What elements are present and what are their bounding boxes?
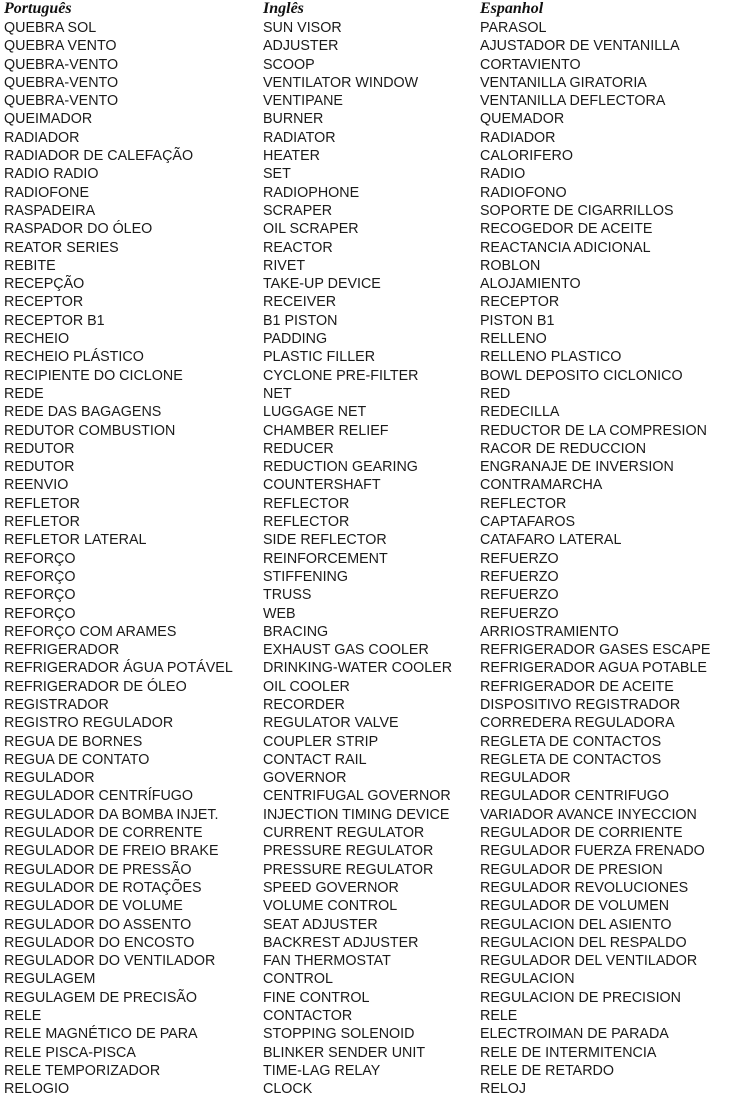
glossary-row xyxy=(0,586,737,604)
term-portuguese: REGULADOR DE PRESSÃO xyxy=(4,861,192,878)
glossary-row xyxy=(0,641,737,659)
term-portuguese: REDE xyxy=(4,385,44,402)
term-portuguese: RELE xyxy=(4,1008,42,1025)
term-spanish: BOWL DEPOSITO CICLONICO xyxy=(480,367,683,384)
term-portuguese: RADIADOR DE CALEFAÇÃO xyxy=(4,148,194,165)
glossary-row xyxy=(0,934,737,952)
glossary-row xyxy=(0,37,737,55)
term-spanish: AJUSTADOR DE VENTANILLA xyxy=(480,38,680,55)
term-english: CONTROL xyxy=(263,971,333,988)
glossary-row xyxy=(0,916,737,934)
term-spanish: VENTANILLA GIRATORIA xyxy=(480,74,647,91)
term-portuguese: REFLETOR xyxy=(4,514,81,531)
term-english: BRACING xyxy=(263,623,329,640)
term-english: EXHAUST GAS COOLER xyxy=(263,642,429,659)
term-english: ADJUSTER xyxy=(263,38,339,55)
glossary-row xyxy=(0,476,737,494)
term-spanish: SOPORTE DE CIGARRILLOS xyxy=(480,202,674,219)
glossary-row xyxy=(0,1044,737,1062)
term-english: LUGGAGE NET xyxy=(263,404,367,421)
glossary-row xyxy=(0,897,737,915)
term-english: WEB xyxy=(263,605,296,622)
header-portuguese: Português xyxy=(4,0,72,17)
glossary-row xyxy=(0,824,737,842)
glossary-row xyxy=(0,861,737,879)
term-english: CHAMBER RELIEF xyxy=(263,422,389,439)
term-spanish: REGLETA DE CONTACTOS xyxy=(480,751,662,768)
term-spanish: REGULADOR DE VOLUMEN xyxy=(480,898,670,915)
glossary-row xyxy=(0,92,737,110)
term-spanish: REFUERZO xyxy=(480,587,559,604)
term-english: CONTACTOR xyxy=(263,1008,353,1025)
term-portuguese: REGULADOR DO VENTILADOR xyxy=(4,953,216,970)
term-spanish: REACTANCIA ADICIONAL xyxy=(480,239,651,256)
glossary-row xyxy=(0,1080,737,1098)
term-spanish: CORTAVIENTO xyxy=(480,56,581,73)
glossary-row xyxy=(0,1007,737,1025)
term-spanish: REFUERZO xyxy=(480,550,559,567)
term-spanish: RADIADOR xyxy=(480,129,556,146)
term-portuguese: REFORÇO xyxy=(4,550,76,567)
glossary-row xyxy=(0,989,737,1007)
term-english: CONTACT RAIL xyxy=(263,751,367,768)
term-portuguese: QUEBRA VENTO xyxy=(4,38,117,55)
glossary-row xyxy=(0,952,737,970)
term-portuguese: REENVIO xyxy=(4,477,69,494)
term-english: SUN VISOR xyxy=(263,20,342,36)
glossary-row xyxy=(0,458,737,476)
glossary-row xyxy=(0,330,737,348)
term-spanish: REGLETA DE CONTACTOS xyxy=(480,733,662,750)
term-english: TIME-LAG RELAY xyxy=(263,1062,381,1079)
glossary-row xyxy=(0,56,737,74)
glossary-row xyxy=(0,422,737,440)
term-portuguese: REGUA DE CONTATO xyxy=(4,751,150,768)
glossary-row xyxy=(0,348,737,366)
term-english: RADIATOR xyxy=(263,129,336,146)
term-english: NET xyxy=(263,385,292,402)
glossary-row xyxy=(0,787,737,805)
term-spanish: REGULACION DEL RESPALDO xyxy=(480,934,687,951)
term-spanish: DISPOSITIVO REGISTRADOR xyxy=(480,696,681,713)
term-english: PRESSURE REGULATOR xyxy=(263,861,434,878)
term-spanish: CORREDERA REGULADORA xyxy=(480,715,675,732)
term-portuguese: REGULADOR DE ROTAÇÕES xyxy=(4,879,202,896)
term-portuguese: REGULAGEM DE PRECISÃO xyxy=(4,989,198,1006)
glossary-row xyxy=(0,513,737,531)
term-portuguese: QUEBRA SOL xyxy=(4,20,97,36)
term-spanish: ELECTROIMAN DE PARADA xyxy=(480,1026,669,1043)
term-portuguese: RASPADEIRA xyxy=(4,202,96,219)
term-spanish: ENGRANAJE DE INVERSION xyxy=(480,459,674,476)
term-spanish: PARASOL xyxy=(480,20,547,36)
term-spanish: REDUCTOR DE LA COMPRESION xyxy=(480,422,707,439)
header-english: Inglês xyxy=(263,0,304,17)
term-spanish: REFUERZO xyxy=(480,568,559,585)
term-portuguese: RADIADOR xyxy=(4,129,80,146)
term-portuguese: REFLETOR LATERAL xyxy=(4,532,147,549)
term-portuguese: REGULADOR DE FREIO BRAKE xyxy=(4,843,219,860)
term-spanish: REGULADOR REVOLUCIONES xyxy=(480,879,689,896)
term-english: REGULATOR VALVE xyxy=(263,715,399,732)
glossary-row xyxy=(0,147,737,165)
term-portuguese: RELE TEMPORIZADOR xyxy=(4,1062,161,1079)
term-english: REDUCTION GEARING xyxy=(263,459,418,476)
term-spanish: REFRIGERADOR GASES ESCAPE xyxy=(480,642,711,659)
term-english: REINFORCEMENT xyxy=(263,550,388,567)
term-spanish: ROBLON xyxy=(480,257,541,274)
term-english: CENTRIFUGAL GOVERNOR xyxy=(263,788,451,805)
term-english: FAN THERMOSTAT xyxy=(263,953,391,970)
glossary-row xyxy=(0,714,737,732)
glossary-row xyxy=(0,239,737,257)
term-english: RECEIVER xyxy=(263,294,337,311)
term-portuguese: REFORÇO xyxy=(4,605,76,622)
term-english: RIVET xyxy=(263,257,306,274)
glossary-row xyxy=(0,970,737,988)
term-english: HEATER xyxy=(263,148,320,165)
glossary-row xyxy=(0,385,737,403)
term-spanish: RACOR DE REDUCCION xyxy=(480,440,647,457)
term-english: REACTOR xyxy=(263,239,333,256)
term-portuguese: REGULADOR DA BOMBA INJET. xyxy=(4,806,219,823)
glossary-row xyxy=(0,367,737,385)
glossary-row xyxy=(0,440,737,458)
term-spanish: ALOJAMIENTO xyxy=(480,276,581,293)
term-english: COUPLER STRIP xyxy=(263,733,379,750)
term-portuguese: QUEBRA-VENTO xyxy=(4,74,119,91)
glossary-row xyxy=(0,605,737,623)
header-spanish: Espanhol xyxy=(480,0,544,17)
term-portuguese: REFRIGERADOR DE ÓLEO xyxy=(4,678,187,695)
term-english: OIL SCRAPER xyxy=(263,221,359,238)
term-spanish: REGULACION DE PRECISION xyxy=(480,989,681,1006)
term-english: GOVERNOR xyxy=(263,770,347,787)
term-spanish: CONTRAMARCHA xyxy=(480,477,603,494)
term-portuguese: REFORÇO COM ARAMES xyxy=(4,623,177,640)
term-portuguese: REBITE xyxy=(4,257,56,274)
glossary-row xyxy=(0,74,737,92)
glossary-row xyxy=(0,696,737,714)
term-spanish: PISTON B1 xyxy=(480,312,555,329)
glossary-row xyxy=(0,733,737,751)
glossary-row xyxy=(0,751,737,769)
term-spanish: RELE DE RETARDO xyxy=(480,1062,614,1079)
term-english: PRESSURE REGULATOR xyxy=(263,843,434,860)
term-spanish: REFUERZO xyxy=(480,605,559,622)
term-english: COUNTERSHAFT xyxy=(263,477,381,494)
term-spanish: REGULADOR DEL VENTILADOR xyxy=(480,953,698,970)
term-english: SEAT ADJUSTER xyxy=(263,916,378,933)
term-spanish: REGULACION DEL ASIENTO xyxy=(480,916,672,933)
term-spanish: RECOGEDOR DE ACEITE xyxy=(480,221,653,238)
term-portuguese: RECIPIENTE DO CICLONE xyxy=(4,367,183,384)
term-spanish: VENTANILLA DEFLECTORA xyxy=(480,93,666,110)
term-portuguese: QUEBRA-VENTO xyxy=(4,93,119,110)
term-portuguese: REDUTOR xyxy=(4,440,75,457)
term-english: VENTIPANE xyxy=(263,93,343,110)
glossary-row xyxy=(0,531,737,549)
term-spanish: REGULADOR DE CORRIENTE xyxy=(480,825,683,842)
term-portuguese: REDUTOR COMBUSTION xyxy=(4,422,176,439)
term-english: CLOCK xyxy=(263,1081,313,1098)
term-spanish: ARRIOSTRAMIENTO xyxy=(480,623,619,640)
term-english: PLASTIC FILLER xyxy=(263,349,376,366)
term-spanish: RELE DE INTERMITENCIA xyxy=(480,1044,657,1061)
glossary-row xyxy=(0,879,737,897)
term-portuguese: QUEBRA-VENTO xyxy=(4,56,119,73)
term-spanish: REGULADOR xyxy=(480,770,571,787)
term-english: CURRENT REGULATOR xyxy=(263,825,425,842)
term-spanish: REFRIGERADOR AGUA POTABLE xyxy=(480,660,707,677)
term-english: REFLECTOR xyxy=(263,495,350,512)
glossary-row xyxy=(0,1025,737,1043)
term-english: REFLECTOR xyxy=(263,514,350,531)
glossary-row xyxy=(0,220,737,238)
term-portuguese: REGISTRADOR xyxy=(4,696,109,713)
term-spanish: RADIO xyxy=(480,166,526,183)
glossary-row xyxy=(0,678,737,696)
glossary-row xyxy=(0,312,737,330)
term-english: SET xyxy=(263,166,291,183)
term-portuguese: REGULADOR CENTRÍFUGO xyxy=(4,788,194,805)
term-spanish: REGULADOR FUERZA FRENADO xyxy=(480,843,705,860)
term-portuguese: REFLETOR xyxy=(4,495,81,512)
term-english: CYCLONE PRE-FILTER xyxy=(263,367,419,384)
term-portuguese: REGULADOR DE CORRENTE xyxy=(4,825,203,842)
glossary-row xyxy=(0,623,737,641)
term-english: VENTILATOR WINDOW xyxy=(263,74,419,91)
term-portuguese: REGULADOR DE VOLUME xyxy=(4,898,183,915)
glossary-row xyxy=(0,403,737,421)
term-english: BLINKER SENDER UNIT xyxy=(263,1044,426,1061)
term-portuguese: RECEPÇÃO xyxy=(4,276,85,293)
term-portuguese: REGULADOR xyxy=(4,770,95,787)
term-portuguese: REFRIGERADOR xyxy=(4,642,120,659)
glossary-row xyxy=(0,275,737,293)
term-english: BACKREST ADJUSTER xyxy=(263,934,419,951)
glossary-row xyxy=(0,495,737,513)
term-portuguese: RADIO RADIO xyxy=(4,166,99,183)
term-english: B1 PISTON xyxy=(263,312,338,329)
term-portuguese: RECHEIO PLÁSTICO xyxy=(4,349,144,366)
term-spanish: VARIADOR AVANCE INYECCION xyxy=(480,806,697,823)
term-spanish: RED xyxy=(480,385,511,402)
term-portuguese: REGULADOR DO ASSENTO xyxy=(4,916,192,933)
term-portuguese: RECEPTOR B1 xyxy=(4,312,105,329)
term-english: TRUSS xyxy=(263,587,312,604)
term-portuguese: REGISTRO REGULADOR xyxy=(4,715,174,732)
term-portuguese: RECHEIO xyxy=(4,331,70,348)
term-english: DRINKING-WATER COOLER xyxy=(263,660,453,677)
term-spanish: QUEMADOR xyxy=(480,111,565,128)
term-spanish: CAPTAFAROS xyxy=(480,514,576,531)
term-english: PADDING xyxy=(263,331,328,348)
term-portuguese: RADIOFONE xyxy=(4,184,89,201)
term-portuguese: REGULAGEM xyxy=(4,971,96,988)
term-spanish: REGULADOR CENTRIFUGO xyxy=(480,788,670,805)
term-portuguese: REFORÇO xyxy=(4,568,76,585)
glossary-row xyxy=(0,568,737,586)
glossary-row xyxy=(0,202,737,220)
glossary-row xyxy=(0,129,737,147)
term-english: VOLUME CONTROL xyxy=(263,898,398,915)
glossary-row xyxy=(0,184,737,202)
term-portuguese: RELE PISCA-PISCA xyxy=(4,1044,136,1061)
glossary-row xyxy=(0,110,737,128)
term-spanish: REFRIGERADOR DE ACEITE xyxy=(480,678,674,695)
glossary-row xyxy=(0,19,737,37)
term-english: RECORDER xyxy=(263,696,345,713)
term-english: STOPPING SOLENOID xyxy=(263,1026,415,1043)
term-spanish: REGULADOR DE PRESION xyxy=(480,861,663,878)
term-spanish: RADIOFONO xyxy=(480,184,567,201)
term-spanish: CALORIFERO xyxy=(480,148,573,165)
term-portuguese: REFRIGERADOR ÁGUA POTÁVEL xyxy=(4,660,233,677)
term-english: SPEED GOVERNOR xyxy=(263,879,399,896)
term-spanish: RELLENO PLASTICO xyxy=(480,349,622,366)
term-english: INJECTION TIMING DEVICE xyxy=(263,806,450,823)
term-portuguese: RELOGIO xyxy=(4,1081,70,1098)
term-spanish: RELOJ xyxy=(480,1081,527,1098)
glossary-row xyxy=(0,842,737,860)
term-english: STIFFENING xyxy=(263,568,348,585)
term-english: FINE CONTROL xyxy=(263,989,370,1006)
term-english: REDUCER xyxy=(263,440,334,457)
term-spanish: RECEPTOR xyxy=(480,294,560,311)
term-english: BURNER xyxy=(263,111,324,128)
glossary-header-row xyxy=(0,0,737,18)
term-portuguese: RASPADOR DO ÓLEO xyxy=(4,221,153,238)
glossary-row xyxy=(0,769,737,787)
term-portuguese: QUEIMADOR xyxy=(4,111,93,128)
glossary-row xyxy=(0,550,737,568)
term-english: OIL COOLER xyxy=(263,678,350,695)
term-english: SCRAPER xyxy=(263,202,333,219)
term-portuguese: RELE MAGNÉTICO DE PARA xyxy=(4,1026,198,1043)
glossary-row xyxy=(0,293,737,311)
term-portuguese: REDUTOR xyxy=(4,459,75,476)
term-spanish: RELE xyxy=(480,1008,518,1025)
glossary-row xyxy=(0,806,737,824)
term-english: RADIOPHONE xyxy=(263,184,360,201)
term-english: SIDE REFLECTOR xyxy=(263,532,387,549)
term-spanish: RELLENO xyxy=(480,331,547,348)
term-spanish: REDECILLA xyxy=(480,404,560,421)
term-portuguese: REATOR SERIES xyxy=(4,239,119,256)
glossary-entries xyxy=(0,19,737,1099)
term-portuguese: REGUA DE BORNES xyxy=(4,733,143,750)
glossary-row xyxy=(0,257,737,275)
term-spanish: REGULACION xyxy=(480,971,575,988)
term-english: SCOOP xyxy=(263,56,315,73)
term-portuguese: RECEPTOR xyxy=(4,294,84,311)
glossary-row xyxy=(0,165,737,183)
term-portuguese: REGULADOR DO ENCOSTO xyxy=(4,934,195,951)
term-spanish: REFLECTOR xyxy=(480,495,567,512)
glossary-row xyxy=(0,659,737,677)
glossary-row xyxy=(0,1062,737,1080)
term-portuguese: REFORÇO xyxy=(4,587,76,604)
term-english: TAKE-UP DEVICE xyxy=(263,276,381,293)
term-spanish: CATAFARO LATERAL xyxy=(480,532,622,549)
term-portuguese: REDE DAS BAGAGENS xyxy=(4,404,162,421)
